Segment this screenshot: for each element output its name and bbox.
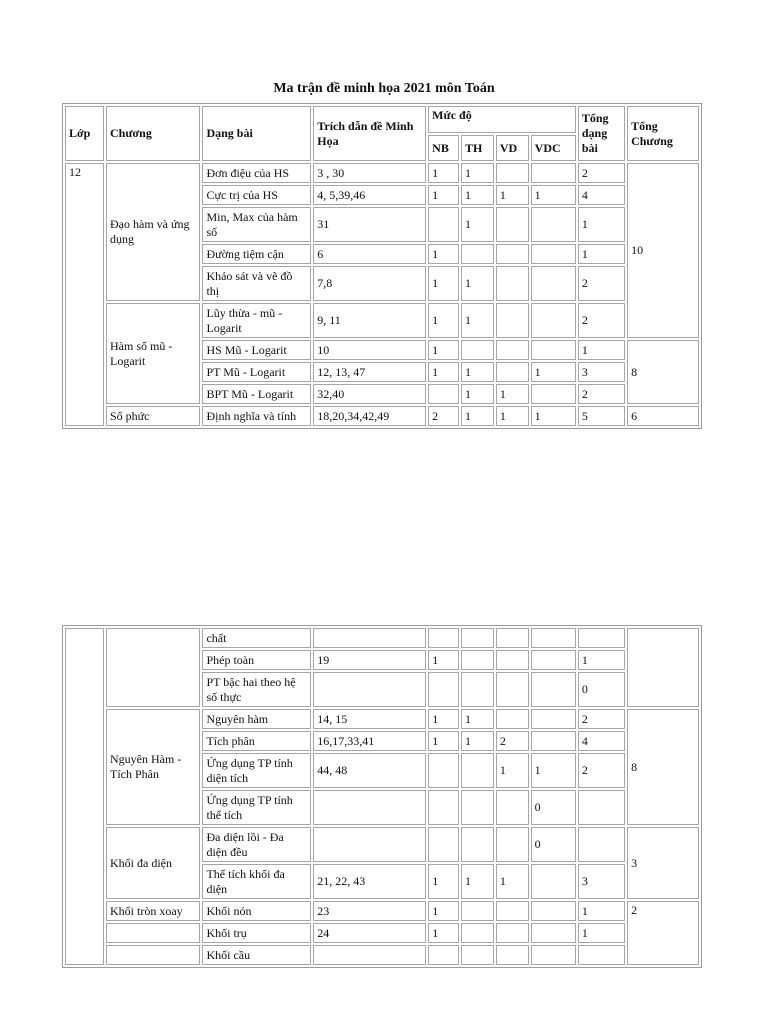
cell-vdc — [531, 266, 576, 301]
header-tong-dang-bai: Tổng dạng bài — [578, 106, 625, 161]
cell-trich-dan: 21, 22, 43 — [313, 864, 426, 899]
cell-nb: 2 — [428, 406, 459, 426]
cell-nb: 1 — [428, 266, 459, 301]
cell-trich-dan: 23 — [313, 901, 426, 921]
cell-nb: 1 — [428, 163, 459, 183]
cell-trich-dan: 16,17,33,41 — [313, 731, 426, 751]
cell-tong-dang-bai: 2 — [578, 163, 625, 183]
cell-nb — [428, 945, 459, 965]
cell-nb — [428, 672, 459, 707]
cell-dang-bai: Đường tiệm cận — [202, 244, 311, 264]
cell-vd: 1 — [496, 185, 529, 205]
cell-nb: 1 — [428, 362, 459, 382]
cell-vdc — [531, 207, 576, 242]
cell-vdc — [531, 628, 576, 648]
cell-nb — [428, 790, 459, 825]
cell-nb: 1 — [428, 244, 459, 264]
cell-dang-bai: HS Mũ - Logarit — [202, 340, 311, 360]
cell-nb: 1 — [428, 709, 459, 729]
cell-nb: 1 — [428, 901, 459, 921]
chapter-name: Đạo hàm và ứng dụng — [106, 163, 200, 301]
cell-vd — [496, 340, 529, 360]
chapter-name — [106, 923, 200, 943]
cell-th: 1 — [461, 384, 494, 404]
cell-th: 1 — [461, 163, 494, 183]
chapter-total: 3 — [627, 827, 699, 899]
cell-vdc — [531, 709, 576, 729]
cell-tong-dang-bai: 1 — [578, 207, 625, 242]
chapter-total: 6 — [627, 406, 699, 426]
cell-tong-dang-bai: 2 — [578, 709, 625, 729]
cell-dang-bai: chất — [202, 628, 311, 648]
cell-vd — [496, 266, 529, 301]
cell-nb: 1 — [428, 185, 459, 205]
chapter-name — [106, 945, 200, 965]
cell-trich-dan — [313, 628, 426, 648]
cell-trich-dan: 10 — [313, 340, 426, 360]
cell-trich-dan: 19 — [313, 650, 426, 670]
cell-vdc — [531, 384, 576, 404]
cell-vd — [496, 709, 529, 729]
chapter-total — [627, 628, 699, 707]
cell-vd — [496, 207, 529, 242]
cell-th — [461, 244, 494, 264]
cell-lop — [65, 628, 104, 965]
chapter-name: Số phức — [106, 406, 200, 426]
cell-trich-dan: 18,20,34,42,49 — [313, 406, 426, 426]
cell-trich-dan: 14, 15 — [313, 709, 426, 729]
cell-th — [461, 790, 494, 825]
cell-tong-dang-bai: 2 — [578, 753, 625, 788]
cell-trich-dan: 6 — [313, 244, 426, 264]
cell-vd: 1 — [496, 406, 529, 426]
cell-vd: 1 — [496, 753, 529, 788]
cell-nb: 1 — [428, 731, 459, 751]
cell-th: 1 — [461, 709, 494, 729]
chapter-name: Khối đa diện — [106, 827, 200, 899]
cell-tong-dang-bai: 3 — [578, 864, 625, 899]
cell-th: 1 — [461, 406, 494, 426]
chapter-total: 8 — [627, 709, 699, 825]
cell-vd — [496, 790, 529, 825]
cell-tong-dang-bai — [578, 827, 625, 862]
cell-tong-dang-bai — [578, 790, 625, 825]
cell-th — [461, 753, 494, 788]
cell-vdc: 0 — [531, 827, 576, 862]
cell-th — [461, 923, 494, 943]
cell-trich-dan — [313, 945, 426, 965]
cell-vd: 1 — [496, 864, 529, 899]
cell-trich-dan — [313, 827, 426, 862]
header-dang-bai: Dạng bài — [202, 106, 311, 161]
cell-dang-bai: Đa diện lồi - Đa diện đều — [202, 827, 311, 862]
cell-tong-dang-bai: 5 — [578, 406, 625, 426]
cell-vd — [496, 650, 529, 670]
cell-vdc — [531, 650, 576, 670]
cell-vdc: 0 — [531, 790, 576, 825]
chapter-name — [106, 628, 200, 707]
header-nb: NB — [428, 135, 459, 161]
cell-tong-dang-bai: 2 — [578, 384, 625, 404]
cell-vd — [496, 827, 529, 862]
cell-vdc — [531, 864, 576, 899]
cell-dang-bai: Định nghĩa và tính — [202, 406, 311, 426]
cell-th: 1 — [461, 362, 494, 382]
cell-vdc — [531, 945, 576, 965]
cell-vdc: 1 — [531, 185, 576, 205]
chapter-name: Nguyên Hàm - Tích Phân — [106, 709, 200, 825]
cell-vd — [496, 628, 529, 648]
cell-tong-dang-bai: 2 — [578, 266, 625, 301]
cell-tong-dang-bai: 4 — [578, 731, 625, 751]
header-lop: Lớp — [65, 106, 104, 161]
cell-vdc — [531, 672, 576, 707]
cell-dang-bai: Thể tích khối đa diện — [202, 864, 311, 899]
cell-dang-bai: Min, Max của hàm số — [202, 207, 311, 242]
matrix-table-page-2 — [62, 625, 702, 968]
cell-nb — [428, 628, 459, 648]
cell-dang-bai: Khối nón — [202, 901, 311, 921]
cell-nb: 1 — [428, 650, 459, 670]
cell-vd — [496, 923, 529, 943]
cell-tong-dang-bai: 1 — [578, 650, 625, 670]
cell-vdc — [531, 901, 576, 921]
cell-th — [461, 628, 494, 648]
chapter-total: 10 — [627, 163, 699, 338]
cell-dang-bai: Khối cầu — [202, 945, 311, 965]
chapter-total: 2 — [627, 901, 699, 965]
cell-th: 1 — [461, 303, 494, 338]
chapter-name: Hàm số mũ - Logarit — [106, 303, 200, 404]
cell-lop: 12 — [65, 163, 104, 426]
matrix-table-page-1 — [62, 103, 702, 429]
cell-th: 1 — [461, 185, 494, 205]
cell-vdc — [531, 340, 576, 360]
cell-dang-bai: PT bậc hai theo hệ số thực — [202, 672, 311, 707]
cell-tong-dang-bai — [578, 945, 625, 965]
cell-trich-dan: 3 , 30 — [313, 163, 426, 183]
cell-nb: 1 — [428, 864, 459, 899]
cell-th — [461, 827, 494, 862]
cell-nb: 1 — [428, 303, 459, 338]
cell-dang-bai: Lũy thừa - mũ - Logarit — [202, 303, 311, 338]
cell-tong-dang-bai: 4 — [578, 185, 625, 205]
cell-vd — [496, 901, 529, 921]
header-tong-chuong: Tổng Chương — [627, 106, 699, 161]
cell-vdc — [531, 303, 576, 338]
cell-th: 1 — [461, 207, 494, 242]
cell-tong-dang-bai: 1 — [578, 923, 625, 943]
cell-trich-dan: 7,8 — [313, 266, 426, 301]
cell-vd — [496, 945, 529, 965]
cell-tong-dang-bai: 1 — [578, 340, 625, 360]
cell-trich-dan: 32,40 — [313, 384, 426, 404]
cell-trich-dan: 9, 11 — [313, 303, 426, 338]
cell-dang-bai: Ứng dụng TP tính diện tích — [202, 753, 311, 788]
header-vdc: VDC — [531, 135, 576, 161]
cell-nb: 1 — [428, 923, 459, 943]
cell-vd — [496, 303, 529, 338]
cell-trich-dan: 12, 13, 47 — [313, 362, 426, 382]
cell-vdc: 1 — [531, 362, 576, 382]
header-th: TH — [461, 135, 494, 161]
cell-vd: 2 — [496, 731, 529, 751]
cell-vd — [496, 672, 529, 707]
cell-dang-bai: Phép toàn — [202, 650, 311, 670]
cell-th: 1 — [461, 864, 494, 899]
cell-trich-dan — [313, 672, 426, 707]
chapter-name: Khối tròn xoay — [106, 901, 200, 921]
cell-vdc — [531, 923, 576, 943]
header-chuong: Chương — [106, 106, 200, 161]
cell-vdc — [531, 163, 576, 183]
header-trich-dan: Trích dẫn đề Minh Họa — [313, 106, 426, 161]
header-muc-do: Mức độ — [428, 106, 576, 133]
cell-th — [461, 650, 494, 670]
cell-tong-dang-bai — [578, 628, 625, 648]
cell-th — [461, 901, 494, 921]
cell-trich-dan: 44, 48 — [313, 753, 426, 788]
cell-vdc: 1 — [531, 406, 576, 426]
cell-th — [461, 945, 494, 965]
cell-trich-dan: 31 — [313, 207, 426, 242]
cell-tong-dang-bai: 0 — [578, 672, 625, 707]
cell-tong-dang-bai: 3 — [578, 362, 625, 382]
header-vd: VD — [496, 135, 529, 161]
cell-dang-bai: Khối trụ — [202, 923, 311, 943]
cell-dang-bai: Ứng dụng TP tính thể tích — [202, 790, 311, 825]
cell-dang-bai: Tích phân — [202, 731, 311, 751]
cell-vd: 1 — [496, 384, 529, 404]
cell-vdc: 1 — [531, 753, 576, 788]
cell-vd — [496, 362, 529, 382]
cell-tong-dang-bai: 1 — [578, 901, 625, 921]
cell-nb — [428, 207, 459, 242]
cell-th: 1 — [461, 266, 494, 301]
cell-trich-dan: 24 — [313, 923, 426, 943]
cell-dang-bai: PT Mũ - Logarit — [202, 362, 311, 382]
cell-trich-dan: 4, 5,39,46 — [313, 185, 426, 205]
page-title: Ma trận đề minh họa 2021 môn Toán — [273, 81, 495, 96]
cell-dang-bai: Nguyên hàm — [202, 709, 311, 729]
cell-nb: 1 — [428, 340, 459, 360]
cell-dang-bai: BPT Mũ - Logarit — [202, 384, 311, 404]
cell-vd — [496, 244, 529, 264]
cell-nb — [428, 384, 459, 404]
cell-vdc — [531, 244, 576, 264]
cell-nb — [428, 827, 459, 862]
cell-vd — [496, 163, 529, 183]
cell-vdc — [531, 731, 576, 751]
cell-dang-bai: Khảo sát và vẽ đồ thị — [202, 266, 311, 301]
cell-dang-bai: Đơn điệu của HS — [202, 163, 311, 183]
cell-tong-dang-bai: 2 — [578, 303, 625, 338]
cell-th: 1 — [461, 731, 494, 751]
cell-th — [461, 340, 494, 360]
chapter-total: 8 — [627, 340, 699, 404]
cell-tong-dang-bai: 1 — [578, 244, 625, 264]
cell-th — [461, 672, 494, 707]
cell-trich-dan — [313, 790, 426, 825]
cell-dang-bai: Cực trị của HS — [202, 185, 311, 205]
cell-nb — [428, 753, 459, 788]
